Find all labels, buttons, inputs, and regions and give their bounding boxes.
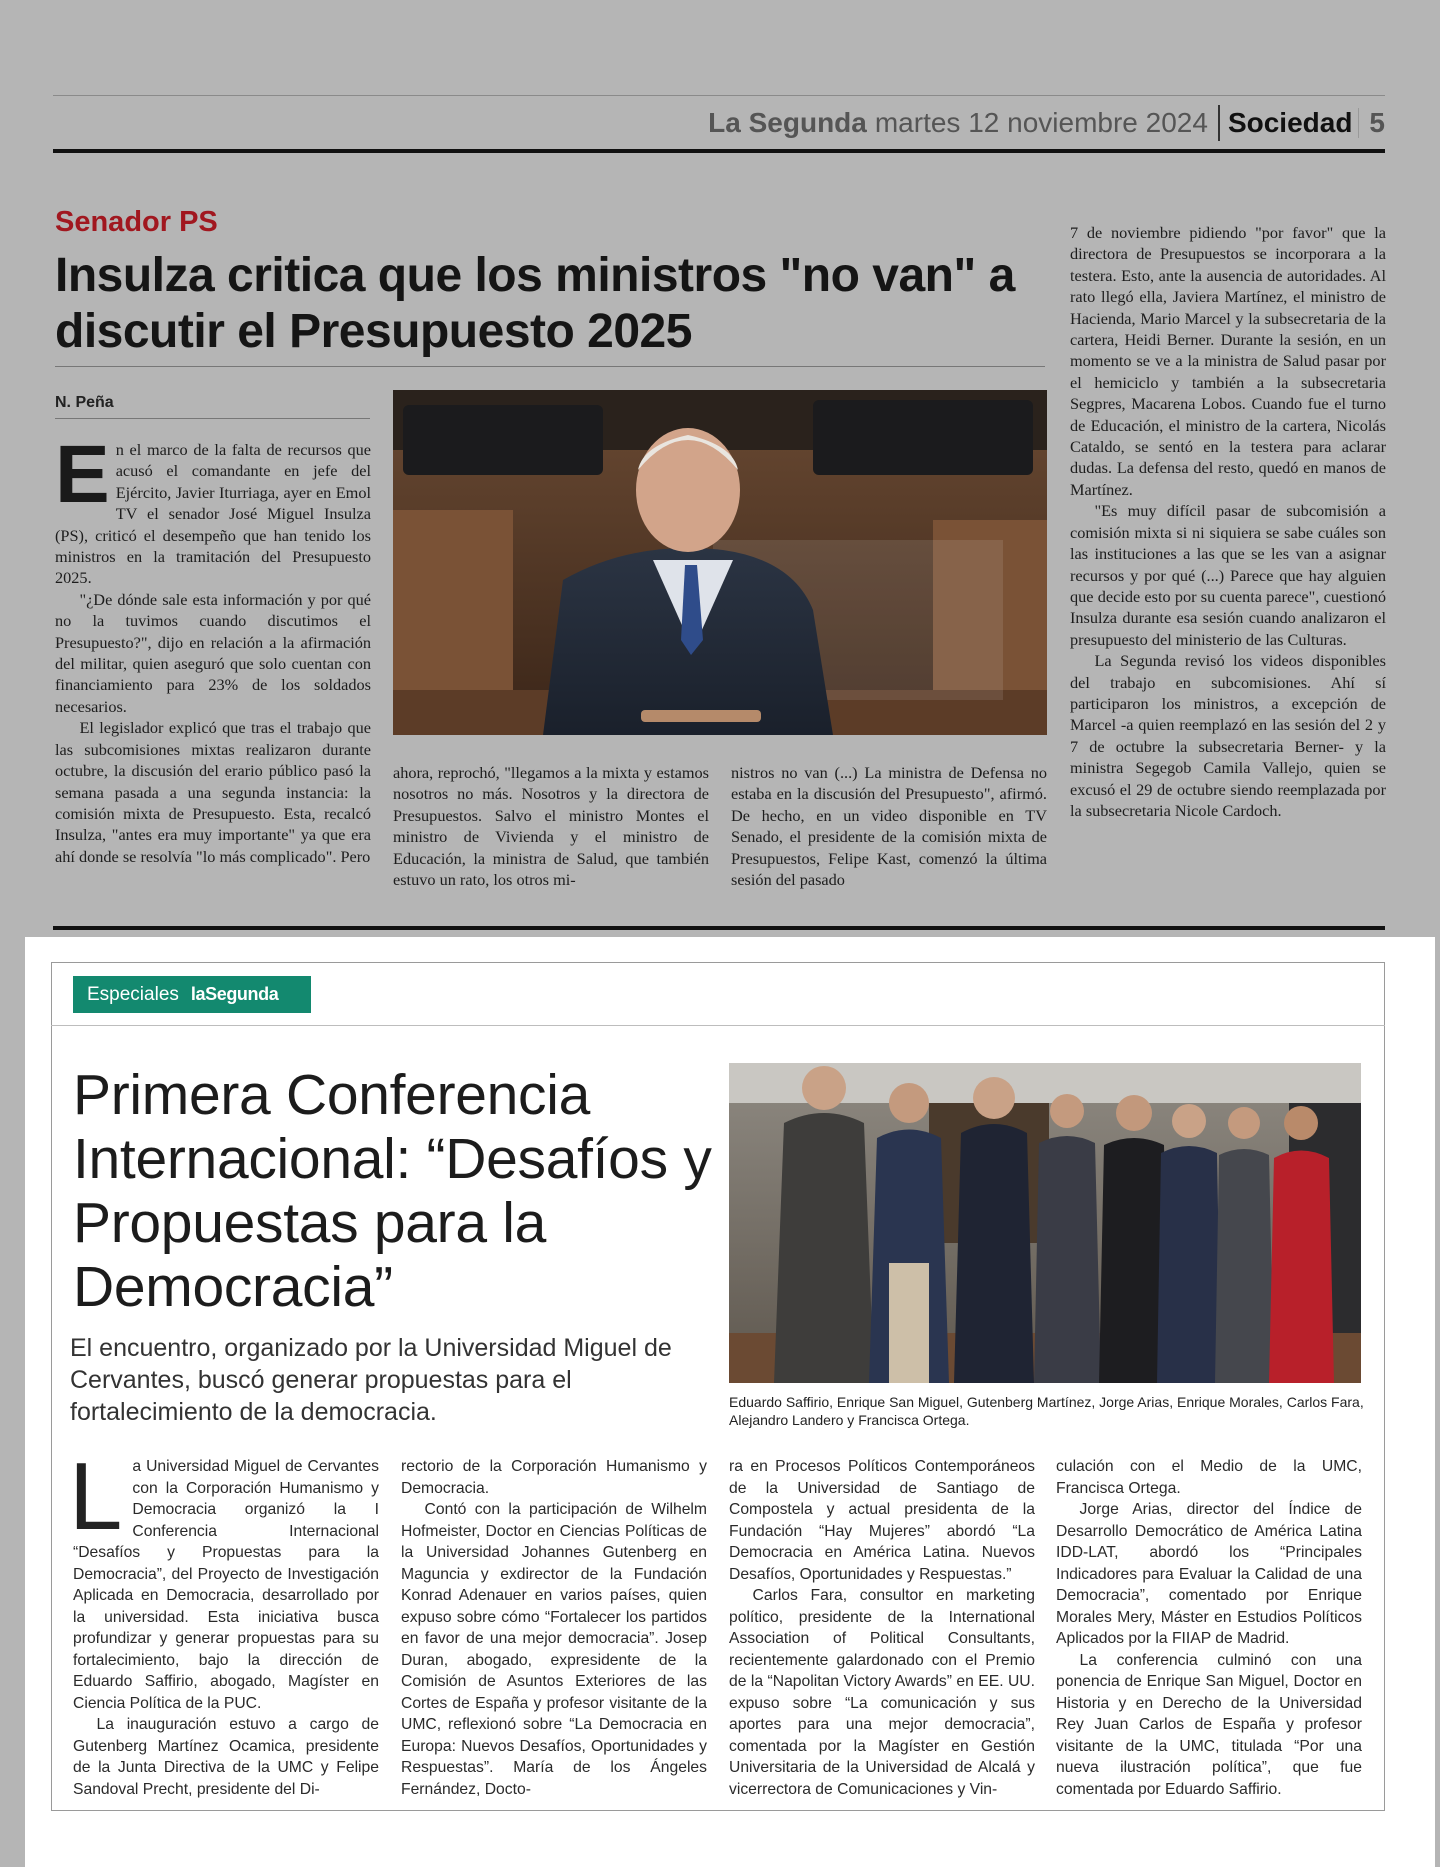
article-headline: Insulza critica que los ministros "no van" a discutir el Presupuesto 2025: [55, 249, 1015, 358]
article-column-1: [55, 429, 371, 867]
group-photo-illustration: [729, 1063, 1361, 1383]
paragraph: [55, 429, 371, 589]
article-kicker: Senador PS: [55, 206, 218, 238]
paragraph-text: n el marco de la falta de recursos que acusó el comandante en jefe del Ejército, Javier Iturriaga, ayer en Emol TV el senador José Miguel Insulza (PS), criticó el desempeño que han tenido los ministros en la tramitación del Presupuesto 2025.: [55, 440, 371, 588]
article-byline: N. Peña: [55, 394, 114, 411]
page-number: 5: [1369, 107, 1385, 138]
paragraph: ahora, reprochó, "llegamos a la mixta y estamos nosotros no más. Nosotros y la directora de Presupuestos. Salvo el ministro Montes el ministro de Vivienda y el ministro de Educación, la ministra de Salud, que también estuvo un rato, los otros mi-: [393, 763, 709, 890]
paragraph: nistros no van (...) La ministra de Defensa no estaba en la discusión del Presupuesto", afirmó. De hecho, en un video disponible en TV Senado, el presidente de la comisión mixta de Presupuestos, Felipe Kast, comenzó la última sesión del pasado: [731, 763, 1047, 890]
headline-rule: [55, 366, 1045, 367]
article-column-4: [1070, 222, 1386, 821]
masthead-separator-2: [1358, 108, 1359, 138]
clipping-header-rule: [51, 1025, 1385, 1026]
masthead-bottom-rule: [53, 149, 1385, 153]
clipping-lede: El encuentro, organizado por la Universidad Miguel de Cervantes, buscó generar propuestas para el fortalecimiento de la democracia.: [70, 1334, 672, 1426]
paragraph: Jorge Arias, director del Índice de Desarrollo Democrático de América Latina IDD-LAT, abordó los “Principales Indicadores para Evaluar la Calidad de una Democracia”, comentado por Enrique Morales Mery, Máster en Estudios Políticos Aplicados por la FIIAP de Madrid.: [1056, 1501, 1362, 1647]
masthead-section: Sociedad: [1227, 107, 1353, 138]
paragraph: 7 de noviembre pidiendo "por favor" que la directora de Presupuestos se incorporara a la testera. Esto, ante la ausencia de autoridades. Al rato llegó ella, Javiera Martínez, el ministro de Hacienda, Mario Marcel y la subsecretaria de la cartera, Heidi Berner. Durante la sesión, en un momento se ve a la ministra de Salud pasar por el hemiciclo y también a la subsecretaria Segpres, Macarena Lobos. Cuando fue el turno de Educación, el ministro de la cartera, Nicolás Cataldo, se sentó en la testera para aclarar dudas. La defensa del resto, quedó en manos de Martínez.: [1070, 223, 1386, 499]
drop-cap: E: [55, 429, 110, 520]
paragraph: El legislador explicó que tras el trabajo que las subcomisiones mixtas realizaron durante octubre, la discusión del erario público pasó la semana pasada a una segunda instancia: la comisión mixta de Presupuesto. Esta, recalcó Insulza, "antes era muy importante" ya que era ahí donde se resolvía "lo más complicado". Pero: [55, 718, 371, 866]
paragraph: Contó con la participación de Wilhelm Hofmeister, Doctor en Ciencias Políticas de la Universidad Johannes Gutenberg en Maguncia y exdirector de la Fundación Konrad Adenauer en varios países, quien expuso sobre cómo “Fortalecer los partidos en favor de una mejor democracia”. Josep Duran, abogado, expresidente de la Comisión de Asuntos Exteriores de las Cortes de España y profesor visitante de la UMC, reflexionó sobre “La Democracia en Europa: Nuevos Desafíos, Oportunidades y Respuestas”. María de los Ángeles Fernández, Docto-: [401, 1501, 707, 1798]
masthead: [53, 100, 1385, 146]
senate-photo: [393, 390, 1047, 735]
clipping-column-4: [1056, 1456, 1362, 1800]
paragraph-text: a Universidad Miguel de Cervantes con la Corporación Humanismo y Democracia organizó la I Conferencia Internacional “Desafíos y Propuestas para la Democracia”, del Proyecto de Investigación Aplicada en Democracia, desarrollado por la universidad. Esta iniciativa busca profundizar y generar propuestas para su fortalecimiento, bajo la dirección de Eduardo Saffirio, abogado, Magíster en Ciencia Política de la PUC.: [73, 1458, 379, 1712]
clipping-column-2: [401, 1456, 707, 1800]
paragraph: La Segunda revisó los videos disponibles del trabajo en subcomisiones. Ahí sí participaron los ministros, a excepción de Marcel -a quien reemplazó en las sesión del 2 y 7 de octubre la subsecretaria Berner- y la ministra Segegob Camila Vallejo, quien se excusó el 29 de octubre siendo reemplazada por la subsecretaria Nicole Cardoch.: [1070, 651, 1386, 820]
paragraph: "¿De dónde sale esta información y por qué no la tuvimos cuando discutimos el Presupuesto?", dijo en relación a la afirmación del militar, quien aseguró que solo cuentan con financiamiento para 23% de los soldados necesarios.: [55, 589, 371, 716]
paragraph: culación con el Medio de la UMC, Francisca Ortega.: [1056, 1458, 1362, 1497]
article-column-3: [731, 762, 1047, 890]
paragraph: La conferencia culminó con una ponencia de Enrique San Miguel, Doctor en Historia y en Derecho de la Universidad Rey Juan Carlos de España y profesor visitante de la UMC, titulada “Por una nueva ilustración política”, que fue comentada por Eduardo Saffirio.: [1056, 1651, 1362, 1798]
photo-caption: Eduardo Saffirio, Enrique San Miguel, Gutenberg Martínez, Jorge Arias, Enrique Morales, Carlos Fara, Alejandro Landero y Francisca Ortega.: [729, 1394, 1364, 1428]
badge-brand-logo: laSegunda: [190, 984, 279, 1004]
paragraph: "Es muy difícil pasar de subcomisión a comisión mixta si ni siquiera se sabe cuáles son las instituciones a las que se les van a asignar recursos y por qué (...) Parece que hay alguien que decide esto por su cuenta parece", cuestionó Insulza durante esa sesión cuando analizaron el presupuesto del ministerio de las Culturas.: [1070, 501, 1386, 649]
masthead-separator: [1218, 105, 1220, 141]
senate-photo-illustration: [393, 390, 1047, 735]
especiales-badge: [73, 976, 311, 1013]
paragraph: ra en Procesos Políticos Contemporáneos de la Universidad de Santiago de Compostela y actual presidenta de la Fundación “Hay Mujeres” abordó “La Democracia en América Latina. Nuevos Desafíos, Oportunidades y Respuestas.”: [729, 1458, 1035, 1583]
paragraph: La inauguración estuvo a cargo de Gutenberg Martínez Ocamica, presidente de la Junta Directiva de la UMC y Felipe Sandoval Precht, presidente del Di-: [73, 1716, 379, 1798]
article-column-2: [393, 762, 709, 890]
masthead-date: martes 12 noviembre 2024: [874, 107, 1208, 138]
drop-cap: L: [69, 1443, 123, 1550]
clipping-column-1: [69, 1443, 379, 1800]
byline-rule: [55, 418, 370, 419]
paragraph: rectorio de la Corporación Humanismo y Democracia.: [401, 1458, 707, 1497]
paragraph: [69, 1443, 379, 1714]
group-photo: [729, 1063, 1361, 1383]
clipping-column-3: [729, 1456, 1035, 1800]
masthead-top-rule: [53, 95, 1385, 96]
badge-label: Especiales: [87, 983, 179, 1005]
page-bottom-rule: [53, 926, 1385, 930]
clipping-title: Primera Conferencia Internacional: “Desafíos y Propuestas para la Democracia”: [73, 1063, 712, 1319]
paragraph: Carlos Fara, consultor en marketing político, presidente de la International Association of Political Consultants, recientemente galardonado con el Premio de la “Napolitan Victory Awards” en EE. UU. expuso sobre “La comunicación y sus aportes para una mejor democracia”, comentada por la Magíster en Gestión Universitaria de la Universidad de Alcalá y vicerrectora de Comunicaciones y Vin-: [729, 1587, 1035, 1798]
masthead-brand: La Segunda: [708, 107, 867, 138]
